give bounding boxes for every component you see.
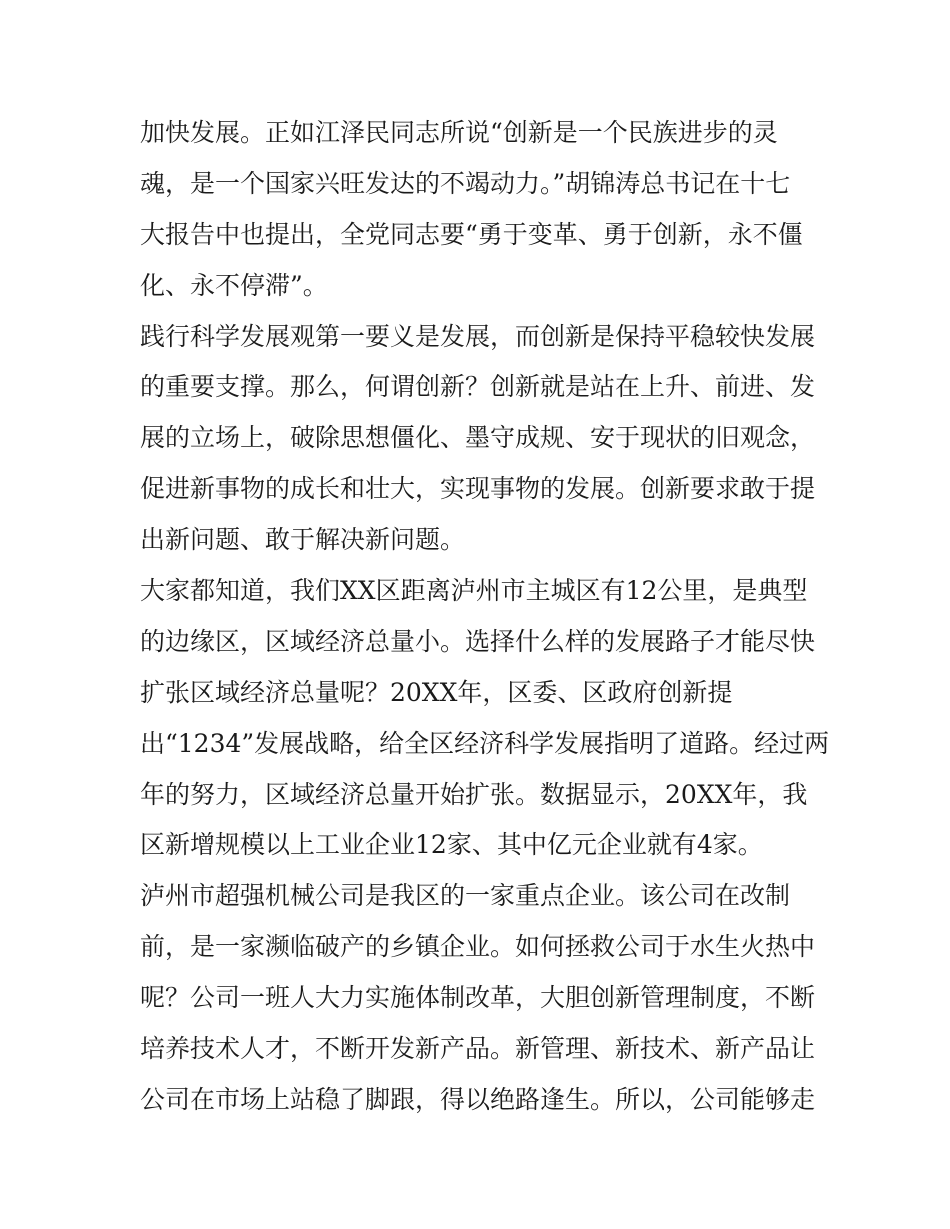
text-line: 践行科学发展观第一要义是发展，而创新是保持平稳较快发展 [140, 321, 816, 351]
text-line: 出“1234”发展战略，给全区经济科学发展指明了道路。经过两 [140, 728, 830, 758]
text-line: 公司在市场上站稳了脚跟，得以绝路逢生。所以，公司能够走 [140, 1084, 816, 1114]
text-line: 大家都知道，我们XX区距离泸州市主城区有12公里，是典型 [140, 576, 808, 606]
text-line: 展的立场上，破除思想僵化、墨守成规、安于现状的旧观念， [140, 423, 816, 453]
text-line: 魂，是一个国家兴旺发达的不竭动力。”胡锦涛总书记在十七 [140, 168, 791, 198]
text-line: 年的努力，区域经济总量开始扩张。数据显示，20XX年，我 [140, 779, 808, 809]
text-line: 大报告中也提出，全党同志要“勇于变革、勇于创新，永不僵 [140, 219, 803, 249]
text-line: 泸州市超强机械公司是我区的一家重点企业。该公司在改制 [140, 881, 791, 911]
text-line: 扩张区域经济总量呢？20XX年，区委、区政府创新提 [140, 677, 733, 707]
text-line: 促进新事物的成长和壮大，实现事物的发展。创新要求敢于提 [140, 474, 816, 504]
text-line: 加快发展。正如江泽民同志所说“创新是一个民族进步的灵 [140, 118, 778, 147]
text-line: 呢？公司一班人大力实施体制改革，大胆创新管理制度，不断 [140, 983, 816, 1013]
text-line: 的边缘区，区域经济总量小。选择什么样的发展路子才能尽快 [140, 626, 816, 656]
text-line: 区新增规模以上工业企业12家、其中亿元企业就有4家。 [140, 830, 763, 860]
text-line: 出新问题、敢于解决新问题。 [140, 525, 466, 555]
text-line: 前，是一家濒临破产的乡镇企业。如何拯救公司于水生火热中 [140, 932, 816, 962]
text-line: 培养技术人才，不断开发新产品。新管理、新技术、新产品让 [140, 1034, 816, 1064]
body-text [140, 108, 830, 1126]
text-line: 的重要支撑。那么，何谓创新？创新就是站在上升、前进、发 [140, 372, 816, 402]
text-line: 化、永不停滞”。 [140, 270, 328, 300]
